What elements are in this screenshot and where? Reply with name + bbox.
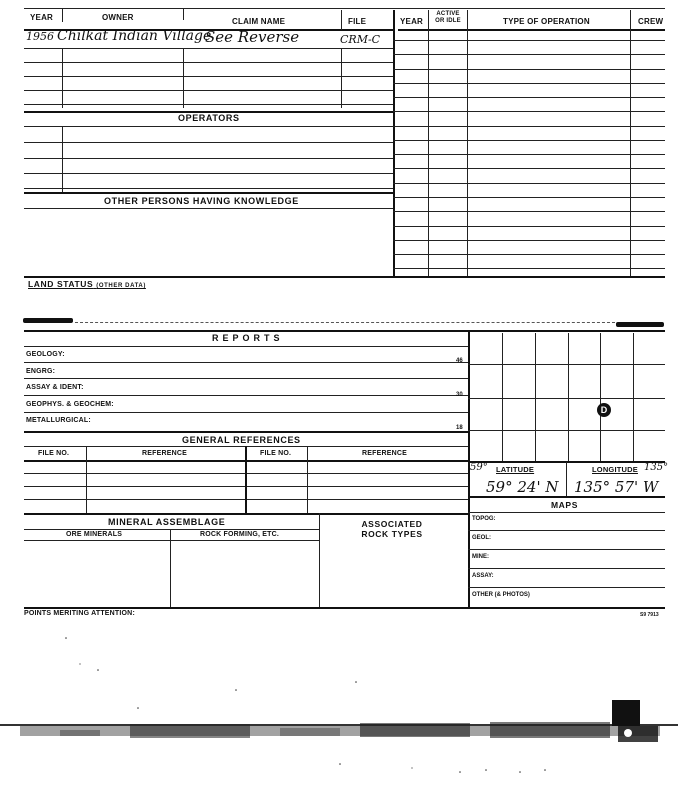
- land-status-label: LAND STATUS (OTHER DATA): [28, 279, 146, 289]
- associated-rock-types-label: ASSOCIATED ROCK TYPES: [361, 519, 423, 539]
- report-geophys: GEOPHYS. & GEOCHEM:: [26, 401, 114, 408]
- header-year-2: YEAR: [400, 17, 424, 26]
- ore-minerals-label: ORE MINERALS: [66, 531, 123, 538]
- operators-label: OPERATORS: [178, 113, 240, 123]
- header-claim-name: CLAIM NAME: [232, 17, 286, 26]
- ref-header-file-no-2: FILE NO.: [260, 450, 292, 457]
- report-engrg: ENGRG:: [26, 368, 56, 375]
- ref-header-file-no-1: FILE NO.: [38, 450, 70, 457]
- ref-header-reference-1: REFERENCE: [142, 450, 187, 457]
- report-num-18: 18: [456, 425, 463, 431]
- maps-assay: ASSAY:: [472, 573, 494, 579]
- other-persons-label: OTHER PERSONS HAVING KNOWLEDGE: [104, 196, 299, 206]
- header-owner: OWNER: [102, 13, 134, 22]
- maps-title: MAPS: [551, 500, 578, 510]
- points-meriting-label: POINTS MERITING ATTENTION:: [24, 610, 135, 617]
- mineral-assemblage-title: MINERAL ASSEMBLAGE: [108, 517, 226, 527]
- entry-file: CRM-C: [340, 33, 381, 46]
- report-num-30: 30: [456, 392, 463, 398]
- header-active-or-idle: ACTIVE OR IDLE: [435, 11, 461, 24]
- form-number: S9 7913: [640, 612, 659, 618]
- entry-year: 1956: [26, 30, 54, 43]
- report-assay: ASSAY & IDENT:: [26, 384, 84, 391]
- longitude-label: LONGITUDE: [592, 465, 638, 474]
- header-type-of-operation: TYPE OF OPERATION: [503, 17, 590, 26]
- header-year: YEAR: [30, 13, 54, 22]
- reports-title: REPORTS: [212, 333, 284, 343]
- lat-prefix: 59°: [470, 462, 488, 473]
- grid-marker-d: D: [597, 403, 611, 417]
- maps-mine: MINE:: [472, 554, 489, 560]
- general-references-title: GENERAL REFERENCES: [182, 435, 301, 445]
- latitude-label: LATITUDE: [496, 465, 535, 474]
- rock-forming-label: ROCK FORMING, ETC.: [200, 531, 280, 538]
- longitude-value: 135° 57' W: [574, 478, 659, 496]
- entry-owner: Chilkat Indian Village: [57, 28, 212, 44]
- long-suffix: 135°: [644, 462, 669, 473]
- maps-topog: TOPOG:: [472, 516, 496, 522]
- header-file: FILE: [348, 17, 367, 26]
- latitude-value: 59° 24' N: [486, 478, 559, 496]
- report-geology: GEOLOGY:: [26, 351, 65, 358]
- report-metallurgical: METALLURGICAL:: [26, 417, 91, 424]
- scan-blot-left: [23, 318, 73, 323]
- entry-claim-name: See Reverse: [205, 28, 300, 46]
- maps-other: OTHER (& PHOTOS): [472, 592, 530, 598]
- report-num-46: 46: [456, 358, 463, 364]
- header-crew: CREW: [638, 17, 664, 26]
- scan-specks: [0, 620, 678, 808]
- scan-blot-right: [616, 322, 664, 327]
- ref-header-reference-2: REFERENCE: [362, 450, 407, 457]
- maps-geol: GEOL:: [472, 535, 491, 541]
